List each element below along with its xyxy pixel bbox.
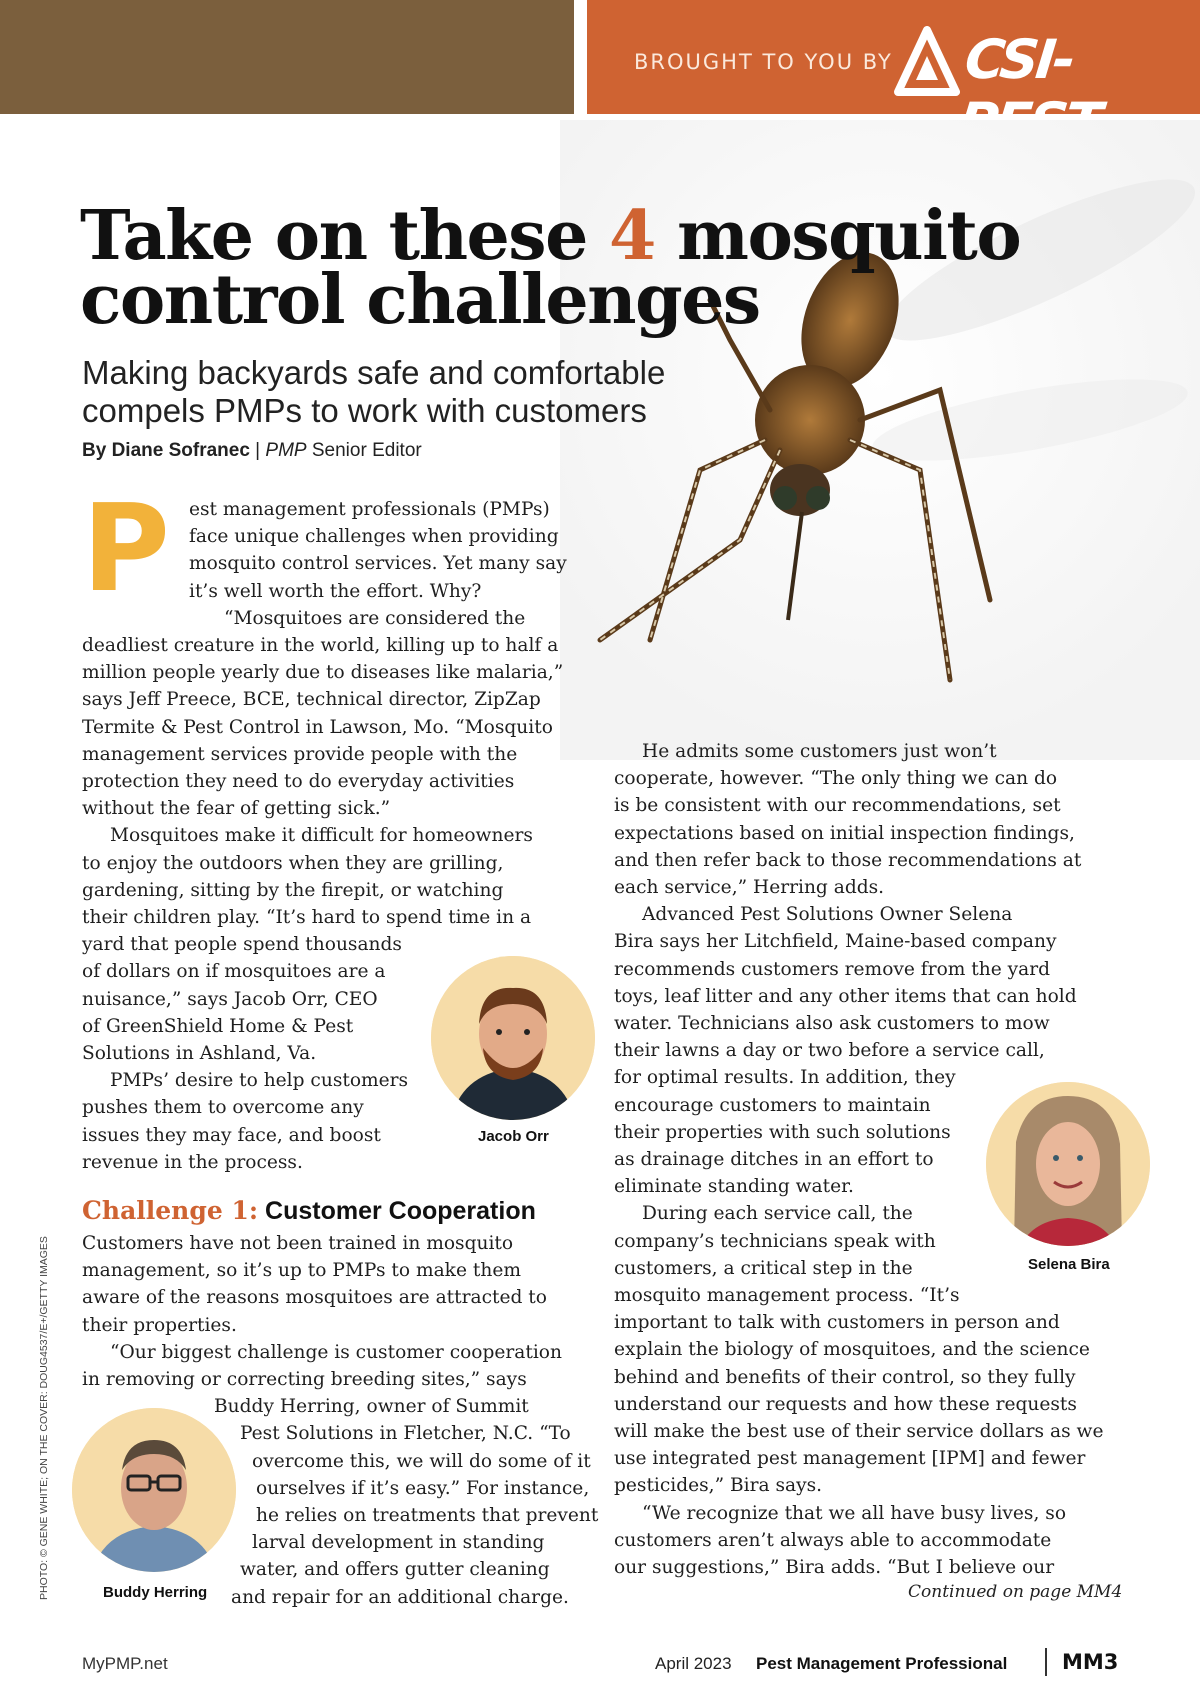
brought-to-you-by: BROUGHT TO YOU BY: [634, 50, 893, 74]
body-line: Termite & Pest Control in Lawson, Mo. “Mosquito: [82, 716, 553, 738]
body-line: nuisance,” says Jacob Orr, CEO: [82, 988, 378, 1010]
body-line: customers aren’t always able to accommodate: [614, 1529, 1052, 1551]
body-line: in removing or correcting breeding sites,” says: [82, 1369, 527, 1390]
body-line: he relies on treatments that prevent: [256, 1505, 599, 1526]
header-bar-left: [0, 0, 574, 114]
body-line: management, so it’s up to PMPs to make them: [82, 1260, 521, 1282]
body-line: Mosquitoes make it difficult for homeowners: [110, 825, 533, 847]
body-line: says Jeff Preece, BCE, technical director, ZipZap: [82, 689, 541, 711]
body-line: “Our biggest challenge is customer cooperation: [110, 1341, 562, 1363]
body-line: and then refer back to those recommendations at: [614, 849, 1082, 871]
body-line: revenue in the process.: [82, 1151, 303, 1173]
body-line: Buddy Herring, owner of Summit: [214, 1396, 529, 1418]
body-line: yard that people spend thousands: [82, 934, 402, 956]
body-line: company’s technicians speak with: [614, 1230, 936, 1252]
byline-author: By Diane Sofranec: [82, 440, 250, 461]
body-line: important to talk with customers in person and: [614, 1312, 1060, 1334]
caption-selena-bira: Selena Bira: [1028, 1256, 1110, 1273]
headline: [80, 196, 1021, 340]
byline-separator: |: [249, 440, 266, 461]
body-line: recommends customers remove from the yard: [614, 958, 1051, 980]
triangle-logo-icon: [894, 26, 960, 100]
body-line: pushes them to overcome any: [82, 1097, 364, 1119]
body-line: Advanced Pest Solutions Owner Selena: [642, 904, 1013, 926]
caption-buddy-herring: Buddy Herring: [103, 1584, 208, 1601]
dek-line2: compels PMPs to work with customers: [82, 392, 647, 429]
body-line: without the fear of getting sick.”: [82, 798, 391, 820]
body-line: cooperate, however. “The only thing we can do: [614, 768, 1058, 790]
buddy-herring-portrait: [72, 1408, 236, 1572]
byline-publication: PMP: [265, 440, 307, 461]
byline: [82, 440, 422, 462]
continued-note: Continued on page MM4: [908, 1582, 1123, 1602]
body-line: “Mosquitoes are considered the: [224, 607, 526, 629]
body-line: mosquito control services. Yet many say: [189, 553, 567, 575]
body-line: explain the biology of mosquitoes, and the science: [614, 1339, 1090, 1361]
body-line: million people yearly due to diseases like malaria,”: [82, 662, 564, 684]
body-line: understand our requests and how these requests: [614, 1393, 1077, 1415]
body-line: larval development in standing: [252, 1532, 545, 1554]
body-line: deadliest creature in the world, killing up to half a: [82, 635, 559, 656]
body-line: management services provide people with the: [82, 743, 518, 765]
body-line: and repair for an additional charge.: [231, 1586, 569, 1608]
body-line: customers, a critical step in the: [614, 1257, 913, 1279]
body-line: behind and benefits of their control, so they fully: [614, 1366, 1076, 1388]
body-line: their properties.: [82, 1314, 237, 1336]
footer-divider: [1045, 1648, 1047, 1676]
challenge-1-title: Customer Cooperation: [258, 1197, 536, 1225]
headline-post: mosquito: [654, 196, 1021, 276]
footer-site: MyPMP.net: [82, 1654, 168, 1673]
body-line: our suggestions,” Bira adds. “But I believe our: [614, 1557, 1055, 1578]
body-line: “We recognize that we all have busy lives, so: [642, 1502, 1067, 1524]
challenge-1-label: Challenge 1:: [82, 1196, 259, 1225]
body-line: Pest Solutions in Fletcher, N.C. “To: [240, 1423, 571, 1445]
body-line: is be consistent with our recommendations, set: [614, 795, 1061, 817]
body-line: est management professionals (PMPs): [189, 499, 550, 520]
body-line: will make the best use of their service dollars as we: [614, 1421, 1104, 1442]
body-line: eliminate standing water.: [614, 1176, 854, 1198]
body-line: overcome this, we will do some of it: [252, 1450, 591, 1472]
jacob-orr-portrait: [431, 956, 595, 1120]
body-line: toys, leaf litter and any other items that can hold: [614, 985, 1077, 1007]
headline-number: 4: [609, 196, 655, 276]
body-line: for optimal results. In addition, they: [614, 1067, 956, 1089]
body-line: of GreenShield Home & Pest: [82, 1015, 354, 1037]
footer-page-number: MM3: [1062, 1650, 1119, 1674]
body-line: Customers have not been trained in mosquito: [82, 1233, 514, 1254]
body-line: their children play. “It’s hard to spend time in a: [82, 907, 532, 928]
body-line: gardening, sitting by the firepit, or watching: [82, 879, 504, 901]
body-line: expectations based on initial inspection findings,: [614, 822, 1075, 844]
body-line: aware of the reasons mosquitoes are attracted to: [82, 1287, 547, 1309]
body-line: Solutions in Ashland, Va.: [82, 1043, 317, 1064]
body-line: use integrated pest management [IPM] and fewer: [614, 1448, 1086, 1470]
headline-pre: Take on these: [80, 196, 610, 276]
dropcap: P: [82, 480, 170, 619]
footer-date: April 2023: [655, 1654, 732, 1673]
body-line: issues they may face, and boost: [82, 1124, 381, 1146]
body-line: pesticides,” Bira says.: [614, 1475, 823, 1497]
headline-line2: control challenges: [80, 260, 760, 340]
body-line: of dollars on if mosquitoes are a: [82, 961, 386, 983]
dek: [82, 354, 702, 430]
footer-magazine: Pest Management Professional: [756, 1654, 1008, 1673]
body-line: each service,” Herring adds.: [614, 877, 885, 898]
body-line: protection they need to do everyday activities: [82, 771, 515, 792]
body-line: face unique challenges when providing: [189, 526, 559, 548]
body-line: water, and offers gutter cleaning: [240, 1559, 550, 1581]
body-line: During each service call, the: [642, 1203, 913, 1225]
body-line: He admits some customers just won’t: [642, 741, 997, 762]
selena-bira-portrait: [986, 1082, 1150, 1246]
body-line: ourselves if it’s easy.” For instance,: [256, 1477, 590, 1499]
body-line: their properties with such solutions: [614, 1121, 951, 1143]
body-line: PMPs’ desire to help customers: [110, 1070, 409, 1092]
photo-credit: PHOTO: © GENE WHITE; ON THE COVER: DOUG4537/E+/GETTY IMAGES: [38, 1236, 50, 1600]
body-line: mosquito management process. “It’s: [614, 1285, 960, 1306]
dek-line1: Making backyards safe and comfortable: [82, 354, 666, 391]
body-line: it’s well worth the effort. Why?: [189, 580, 482, 602]
body-line: as drainage ditches in an effort to: [614, 1149, 934, 1170]
body-line: Bira says her Litchfield, Maine-based company: [614, 931, 1057, 953]
sponsor-logo: CSI-PEST: [962, 28, 1076, 91]
body-line: to enjoy the outdoors when they are grilling,: [82, 852, 504, 874]
body-line: encourage customers to maintain: [614, 1094, 931, 1116]
challenge-1-heading: [82, 1196, 536, 1226]
byline-role: Senior Editor: [306, 440, 422, 461]
caption-jacob-orr: Jacob Orr: [478, 1128, 549, 1145]
body-line: their lawns a day or two before a service call,: [614, 1040, 1045, 1062]
body-line: water. Technicians also ask customers to mow: [614, 1013, 1050, 1034]
